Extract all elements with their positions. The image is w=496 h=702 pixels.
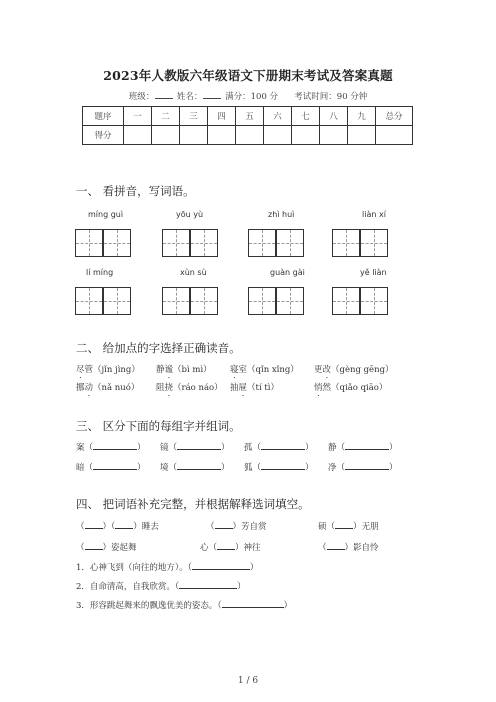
word-group-item: [328, 441, 398, 453]
word-group-item: [160, 461, 230, 473]
answer-blank[interactable]: [179, 580, 237, 589]
pinyin-3: zhì huì: [268, 210, 295, 219]
pronunciation-item: [314, 363, 394, 380]
dotted-char: 改: [322, 365, 332, 375]
writing-box[interactable]: [276, 229, 304, 257]
options[interactable]: （qiǎo qiāo）: [331, 383, 388, 393]
paren: （: [76, 543, 85, 553]
writing-box[interactable]: [103, 229, 131, 257]
paren: ）: [353, 522, 362, 532]
score-header-cell: 二: [152, 107, 180, 126]
char: 抽: [230, 383, 239, 393]
idiom-text: 影自怜: [353, 543, 379, 553]
answer-blank[interactable]: [85, 541, 103, 550]
paren: （: [206, 522, 215, 532]
idiom-item: [318, 520, 379, 532]
paren: （: [84, 463, 94, 473]
score-row-label: 得分: [83, 126, 124, 145]
score-table-row: [83, 126, 413, 145]
paren: ）: [221, 463, 230, 473]
pinyin-5: lí míng: [86, 268, 114, 277]
idiom-text: 无朋: [361, 522, 379, 532]
writing-box[interactable]: [75, 229, 103, 257]
writing-box[interactable]: [162, 287, 190, 315]
idiom-text: 芳自赏: [241, 522, 267, 532]
question-2: [76, 580, 246, 592]
section4-heading: 四、 把词语补充完整，并根据解释选词填空。: [76, 497, 310, 511]
char: 狐: [244, 463, 253, 473]
word-group-item: [244, 461, 314, 473]
char: 更: [314, 365, 323, 375]
char: 孤: [244, 443, 253, 453]
score-cell[interactable]: [348, 126, 376, 145]
paren: （: [252, 443, 262, 453]
dotted-char: 尽: [76, 365, 85, 375]
char: 暗: [76, 463, 85, 473]
dotted-char: 谧: [164, 365, 174, 375]
pinyin-1: míng guì: [88, 210, 124, 219]
exam-info: [0, 90, 496, 102]
exam-time: 考试时间：90 分钟: [294, 92, 368, 102]
pronunciation-item: [76, 381, 139, 398]
answer-blank[interactable]: [93, 461, 137, 470]
word-group-item: [76, 441, 146, 453]
paren: ）: [137, 463, 146, 473]
pronunciation-item: [156, 381, 223, 398]
paren: （: [111, 522, 116, 532]
paren: （: [168, 463, 178, 473]
idiom-text: 神往: [243, 543, 261, 553]
pronunciation-item: [76, 363, 140, 380]
score-cell[interactable]: [180, 126, 208, 145]
pronunciation-item: [156, 363, 212, 380]
paren: ）: [102, 522, 112, 532]
options[interactable]: （ráo náo）: [173, 383, 223, 393]
paren: （: [252, 463, 262, 473]
pinyin-4: liàn xí: [362, 210, 386, 219]
char: 境: [160, 463, 169, 473]
paren: ）: [389, 443, 398, 453]
paren: （: [336, 463, 346, 473]
score-header-cell: 三: [180, 107, 208, 126]
dotted-char: 寝: [230, 365, 239, 375]
word-group-item: [244, 441, 314, 453]
score-cell[interactable]: [376, 126, 413, 145]
paren: ）: [249, 563, 259, 573]
answer-blank[interactable]: [345, 461, 389, 470]
options[interactable]: （bì mì）: [173, 365, 212, 375]
answer-blank[interactable]: [261, 441, 305, 450]
options[interactable]: （nǎ nuó）: [93, 383, 140, 393]
pinyin-7: guàn gài: [270, 268, 305, 277]
paren: ）: [232, 522, 242, 532]
page-number: 1 / 6: [237, 676, 259, 686]
pinyin-6: xùn sù: [180, 268, 207, 277]
idiom-text: 睡去: [141, 522, 159, 532]
answer-blank[interactable]: [261, 461, 305, 470]
paren: （: [168, 443, 178, 453]
writing-box[interactable]: [248, 287, 276, 315]
writing-box[interactable]: [360, 229, 388, 257]
class-blank[interactable]: [155, 90, 173, 99]
idiom-text: 硕（: [318, 522, 336, 532]
answer-blank[interactable]: [345, 441, 389, 450]
name-label: 姓名：: [176, 92, 203, 102]
answer-blank[interactable]: [335, 520, 353, 529]
section1-heading: 一、 看拼音，写词语。: [76, 184, 195, 198]
writing-box[interactable]: [162, 229, 190, 257]
question-text: 1．心神飞到（向往的地方）。（: [76, 563, 192, 573]
name-blank[interactable]: [203, 90, 221, 99]
idiom-item: [206, 520, 267, 532]
idiom-item: [200, 541, 261, 553]
word-group-item: [160, 441, 230, 453]
answer-blank[interactable]: [115, 520, 133, 529]
dotted-char: 悄: [314, 383, 323, 393]
answer-blank[interactable]: [93, 441, 137, 450]
writing-box[interactable]: [248, 229, 276, 257]
writing-box[interactable]: [75, 287, 103, 315]
answer-blank[interactable]: [217, 541, 235, 550]
paren: ）: [235, 543, 244, 553]
answer-blank[interactable]: [192, 561, 250, 570]
word-group-item: [328, 461, 398, 473]
char: 镜: [160, 443, 169, 453]
options[interactable]: （qǐn xǐng）: [247, 365, 299, 375]
word-group-item: [76, 461, 146, 473]
score-cell[interactable]: [152, 126, 180, 145]
char: 挪: [76, 383, 85, 393]
section3-heading: 三、 区分下面的每组字并组词。: [76, 419, 241, 433]
dotted-char: 挠: [164, 383, 174, 393]
paren: ）: [305, 443, 314, 453]
answer-blank[interactable]: [85, 520, 103, 529]
score-header-cell: 九: [348, 107, 376, 126]
answer-blank[interactable]: [327, 541, 345, 550]
score-header-cell: 八: [320, 107, 348, 126]
idiom-text: 姿起舞: [111, 543, 137, 553]
question-text: 3．形容跳起舞来的飘逸优美的姿态。（: [76, 601, 222, 611]
idiom-item: [76, 541, 137, 553]
writing-box[interactable]: [103, 287, 131, 315]
pronunciation-item: [230, 363, 299, 380]
paren: ）: [133, 522, 142, 532]
dotted-char: 动: [84, 383, 94, 393]
paren: （: [76, 522, 85, 532]
char: 静: [156, 365, 165, 375]
pinyin-8: yě liàn: [360, 268, 387, 277]
writing-box[interactable]: [276, 287, 304, 315]
char: 静: [328, 443, 337, 453]
char: 室: [238, 365, 248, 375]
options[interactable]: （gèng gēng）: [331, 365, 394, 375]
score-header-cell: 题序: [83, 107, 124, 126]
score-header-cell: 四: [208, 107, 236, 126]
paren: ）: [137, 443, 146, 453]
paren: ）: [389, 463, 398, 473]
writing-box[interactable]: [190, 229, 218, 257]
score-cell[interactable]: [264, 126, 292, 145]
score-table: [82, 106, 413, 145]
answer-blank[interactable]: [222, 599, 284, 608]
char: 阻: [156, 383, 165, 393]
score-header-cell: 一: [124, 107, 152, 126]
char: 案: [76, 443, 85, 453]
class-label: 班级：: [128, 92, 155, 102]
writing-box[interactable]: [332, 229, 360, 257]
score-header-cell: 总分: [376, 107, 413, 126]
answer-blank[interactable]: [177, 441, 221, 450]
pronunciation-item: [314, 381, 387, 398]
score-cell[interactable]: [292, 126, 320, 145]
question-1: [76, 561, 258, 573]
score-table-header: [83, 107, 413, 126]
paren: ）: [102, 543, 112, 553]
score-header-cell: 七: [292, 107, 320, 126]
score-cell[interactable]: [236, 126, 264, 145]
pronunciation-item: [230, 381, 279, 398]
char: 净: [328, 463, 337, 473]
score-header-cell: 六: [264, 107, 292, 126]
writing-box[interactable]: [332, 287, 360, 315]
score-cell[interactable]: [124, 126, 152, 145]
char: 管: [84, 365, 94, 375]
score-cell[interactable]: [320, 126, 348, 145]
paren: ）: [344, 543, 354, 553]
score-cell[interactable]: [208, 126, 236, 145]
question-text: 2．自命清高，自我欣赏。（: [76, 582, 180, 592]
writing-box[interactable]: [360, 287, 388, 315]
page-title: 2023年人教版六年级语文下册期末考试及答案真题: [103, 68, 393, 83]
idiom-item: [76, 520, 159, 532]
question-3: [76, 599, 292, 611]
paren: ）: [221, 443, 230, 453]
paren: ）: [237, 582, 246, 592]
paren: ）: [305, 463, 314, 473]
char: 然: [322, 383, 332, 393]
paren: （: [84, 443, 94, 453]
paren: （: [318, 543, 327, 553]
score-header-cell: 五: [236, 107, 264, 126]
dotted-char: 屉: [238, 383, 248, 393]
idiom-item: [318, 541, 379, 553]
idiom-text: 心（: [200, 543, 218, 553]
writing-box[interactable]: [190, 287, 218, 315]
full-score: 满分：100 分: [225, 92, 279, 102]
paren: ）: [283, 601, 293, 611]
options[interactable]: （tí tì）: [247, 383, 280, 393]
paren: （: [336, 443, 346, 453]
answer-blank[interactable]: [177, 461, 221, 470]
section2-heading: 二、 给加点的字选择正确读音。: [76, 341, 241, 355]
options[interactable]: （jǐn jìng）: [93, 365, 140, 375]
pinyin-2: yōu yù: [176, 210, 204, 219]
answer-blank[interactable]: [215, 520, 233, 529]
